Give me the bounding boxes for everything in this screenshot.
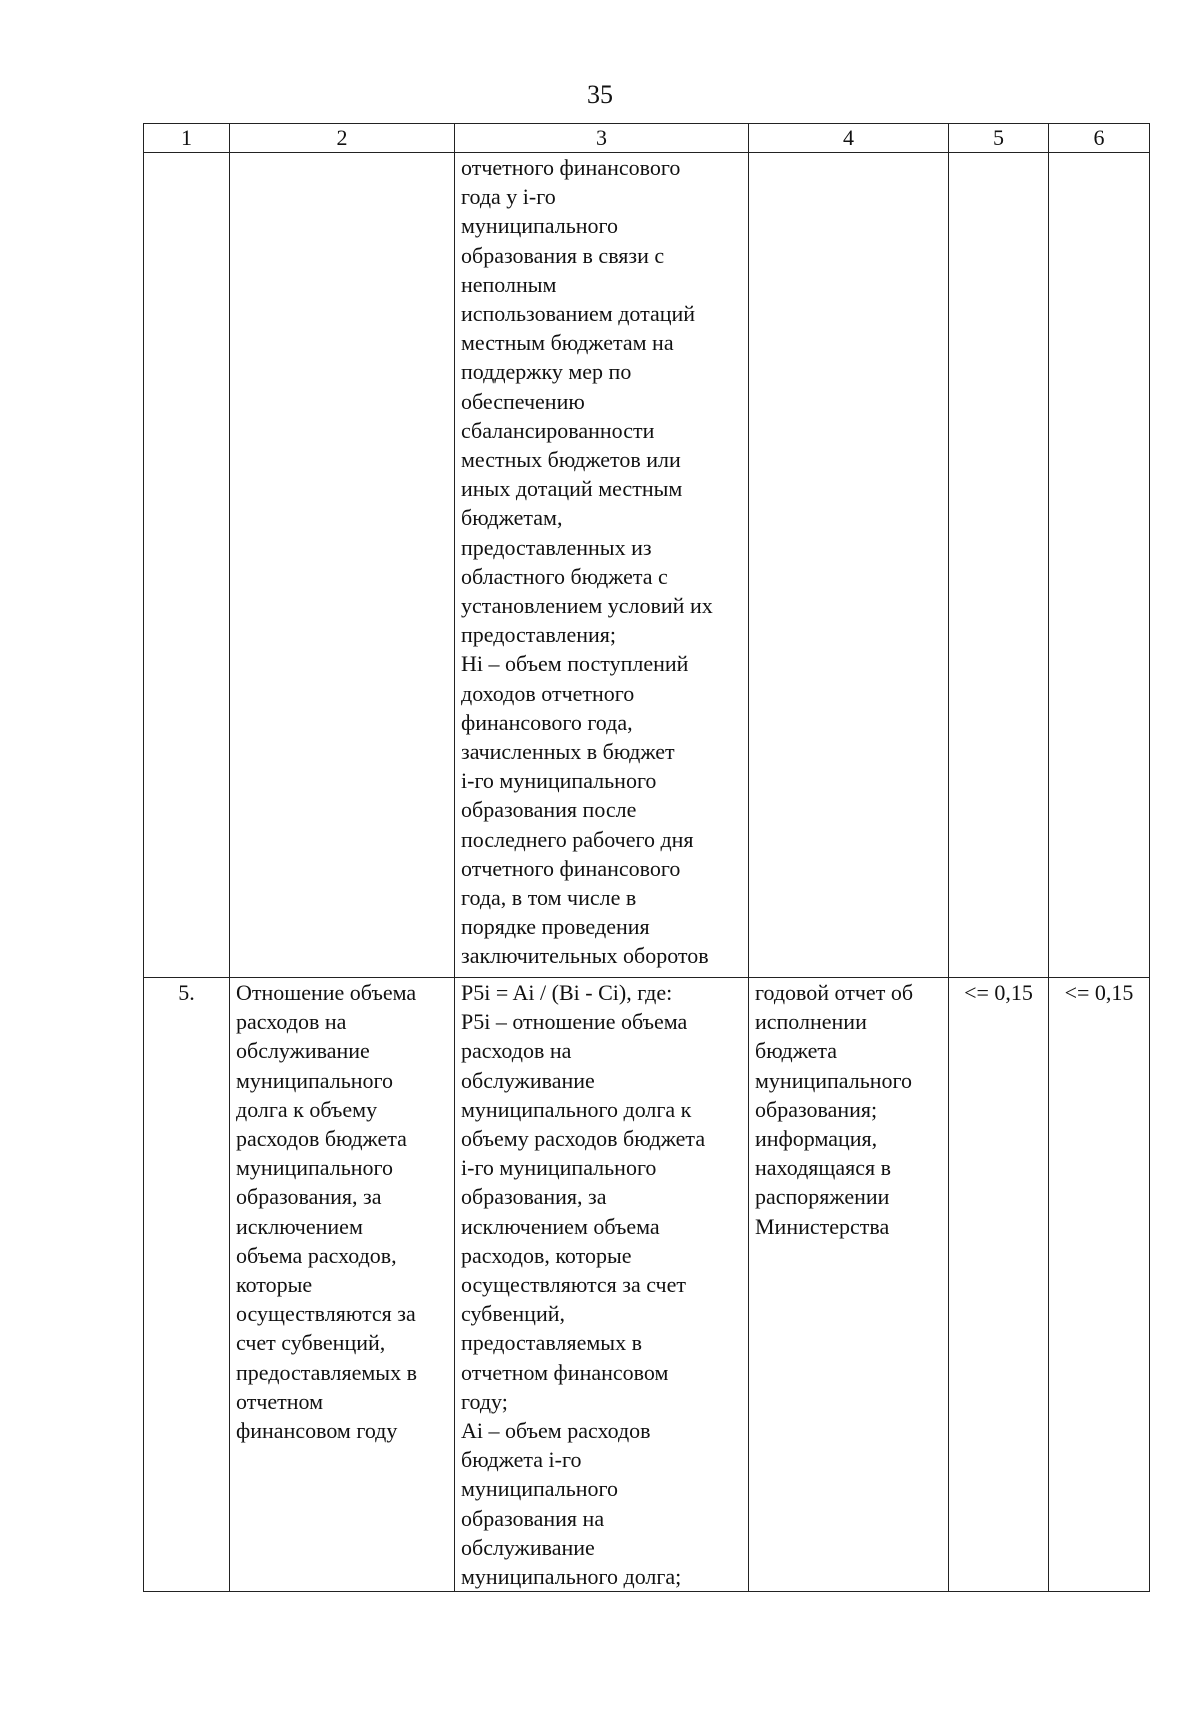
data-source-cell: годовой отчет об исполнении бюджета муниципального образования; информация, находящаяся в распоряжении Министерства — [749, 978, 949, 1592]
threshold-value-cell-6: <= 0,15 — [1049, 978, 1150, 1592]
header-col-3: 3 — [455, 124, 749, 153]
header-col-1: 1 — [144, 124, 230, 153]
table-row-5 — [144, 978, 1150, 1592]
row-number-cell — [144, 153, 230, 978]
header-col-4: 4 — [749, 124, 949, 153]
table-header-row — [144, 124, 1150, 153]
formula-cell: отчетного финансового года у i-го муниципального образования в связи с неполным использованием дотаций местным бюджетам на поддержку мер по обеспечению сбалансированности местных бюджетов или иных дотаций местным бюджетам, предоставленных из областного бюджета с установлением условий их предоставления; Нi – объем поступлений доходов отчетного финансового года, зачисленных в бюджет i-го муниципального образования после последнего рабочего дня отчетного финансового года, в том числе в порядке проведения заключительных оборотов — [455, 153, 749, 978]
header-col-2: 2 — [230, 124, 455, 153]
threshold-value-cell-5: <= 0,15 — [949, 978, 1049, 1592]
criteria-table — [143, 123, 1150, 1592]
formula-cell: P5i = Ai / (Bi - Ci), где: P5i – отношение объема расходов на обслуживание муниципального долга к объему расходов бюджета i-го муниципального образования, за исключением объема расходов, которые осуществляются за счет субвенций, предоставляемых в отчетном финансовом году; Ai – объем расходов бюджета i-го муниципального образования на обслуживание муниципального долга; — [455, 978, 749, 1592]
table-row-continuation — [144, 153, 1150, 978]
header-col-5: 5 — [949, 124, 1049, 153]
threshold-value-cell-5 — [949, 153, 1049, 978]
indicator-name-cell: Отношение объема расходов на обслуживание муниципального долга к объему расходов бюджета муниципального образования, за исключением объема расходов, которые осуществляются за счет субвенций, предоставляемых в отчетном финансовом году — [230, 978, 455, 1592]
row-number-cell: 5. — [144, 978, 230, 1592]
indicator-name-cell — [230, 153, 455, 978]
data-source-cell — [749, 153, 949, 978]
threshold-value-cell-6 — [1049, 153, 1150, 978]
page-number: 35 — [587, 80, 613, 109]
header-col-6: 6 — [1049, 124, 1150, 153]
